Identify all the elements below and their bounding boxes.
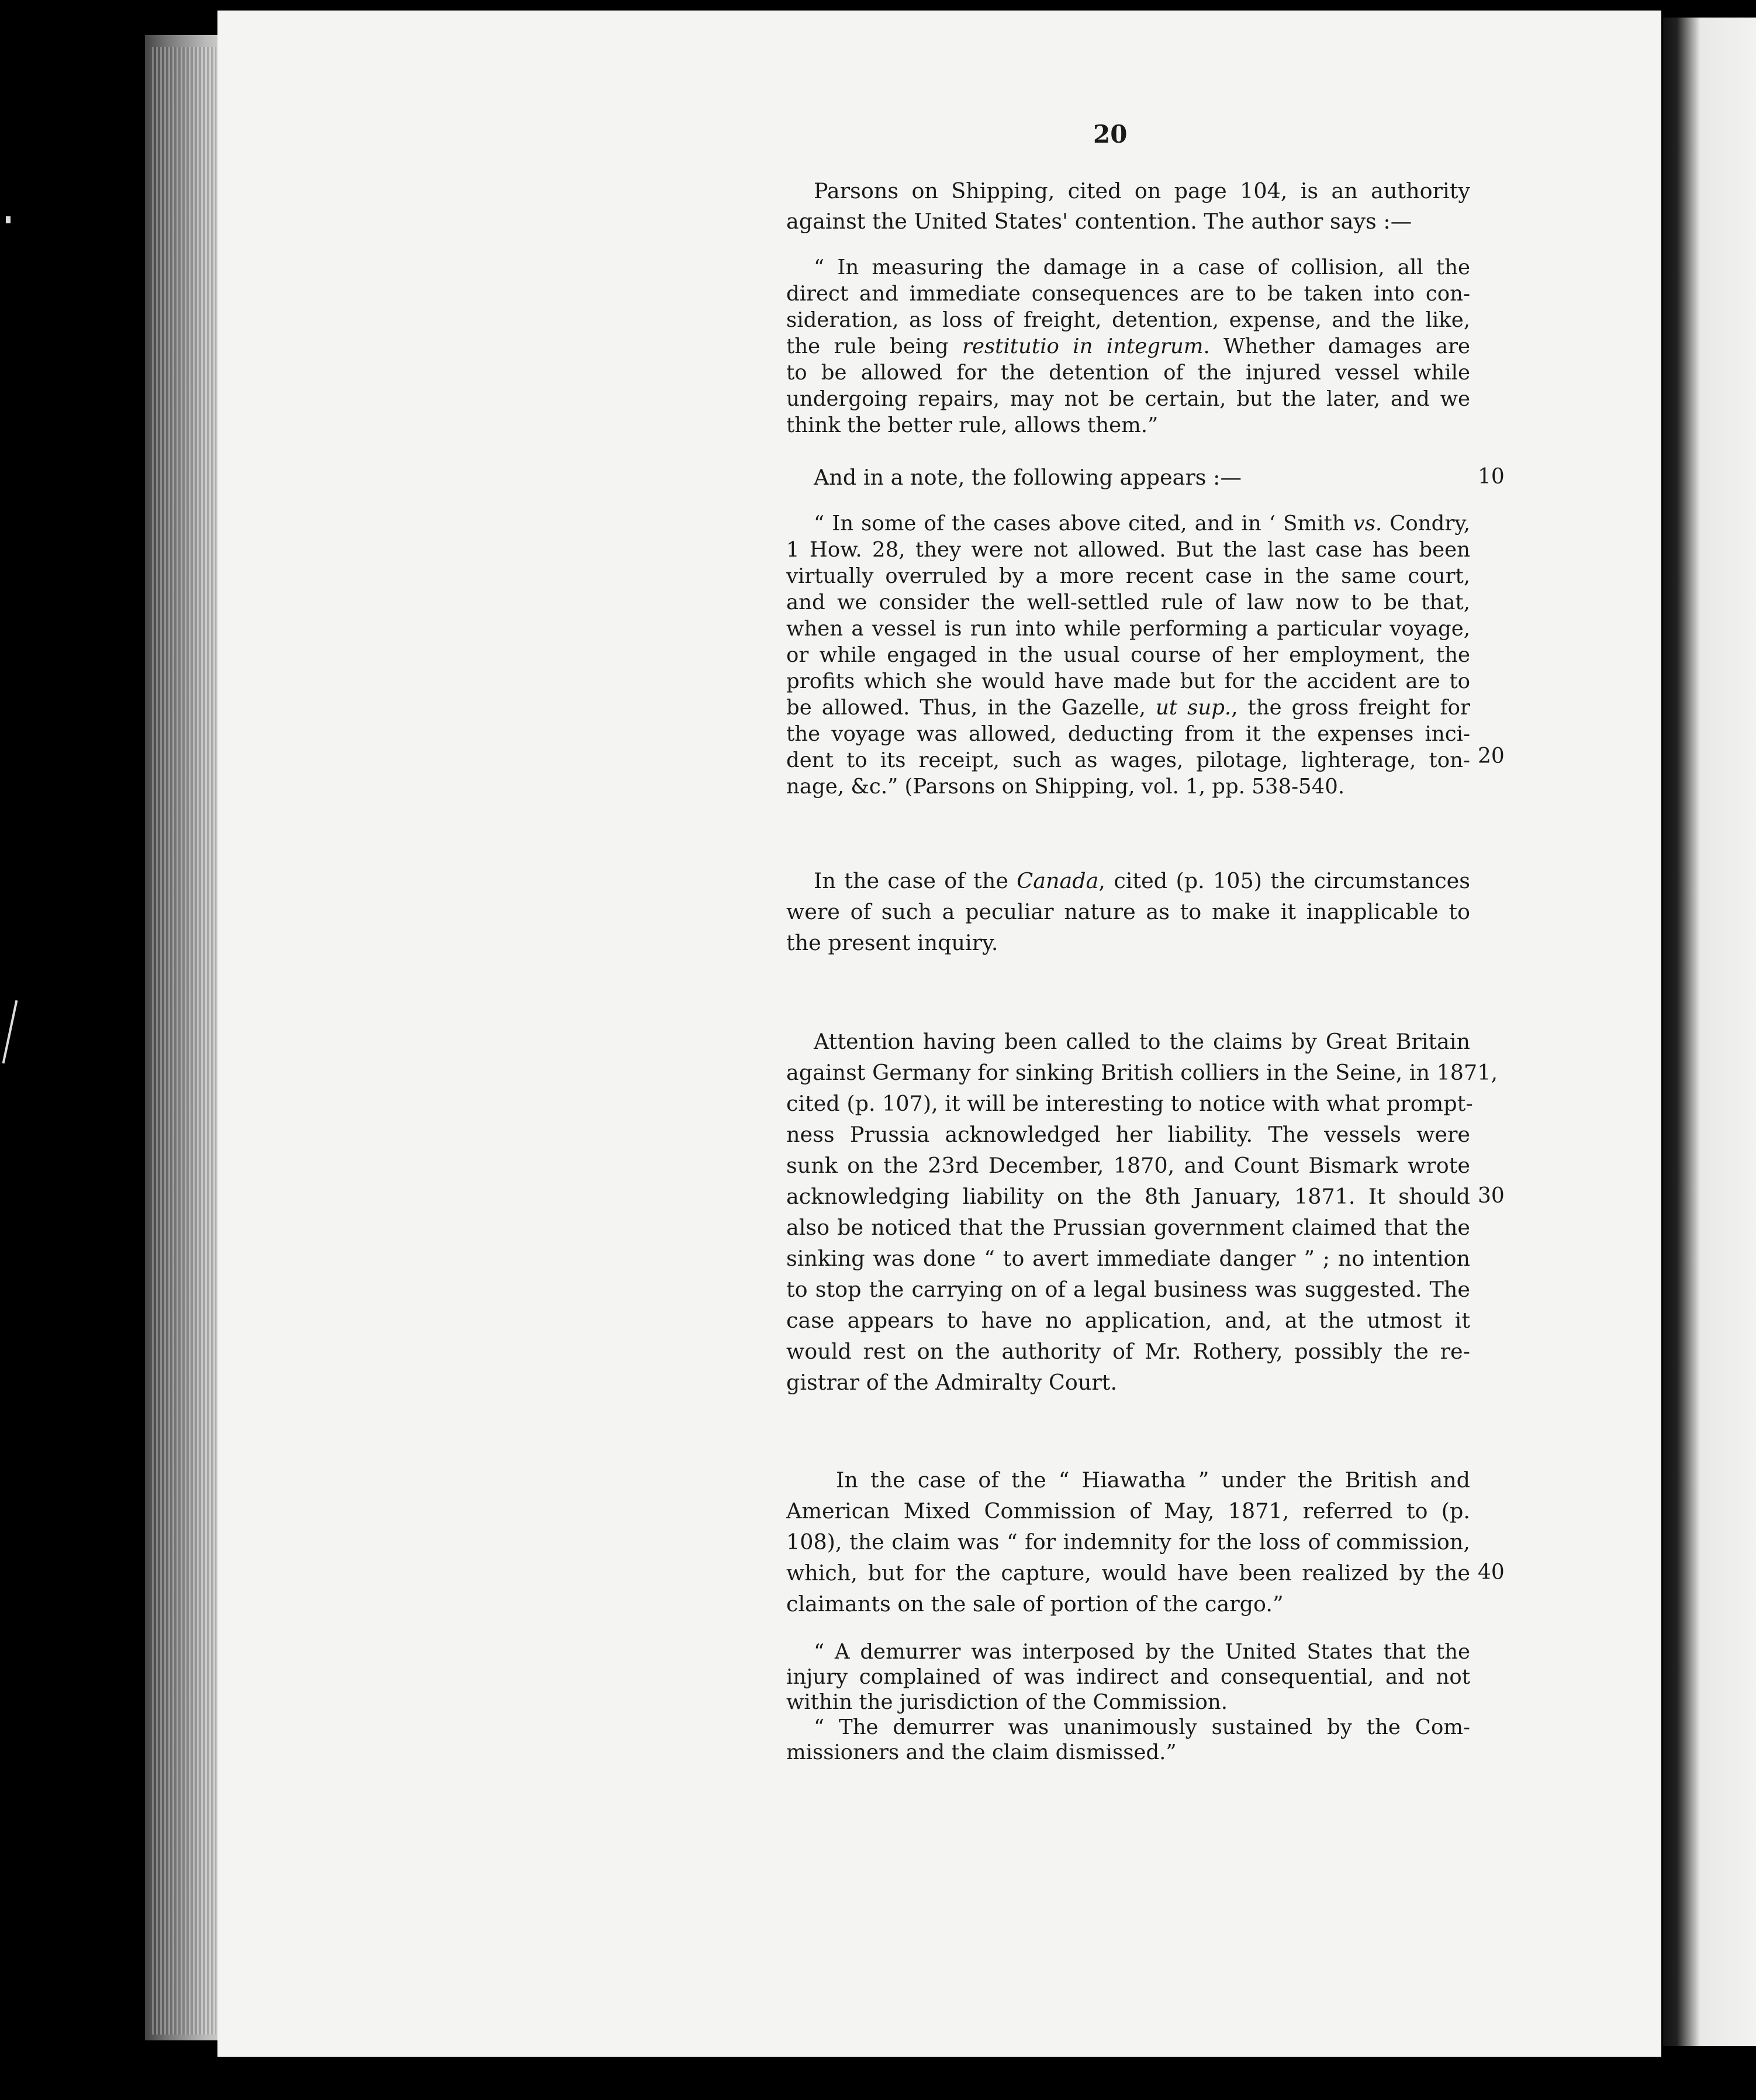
facing-page-edge xyxy=(1663,18,1756,2046)
text-line: acknowledging liability on the 8th January, 1871. It should xyxy=(786,1184,1470,1209)
text-line: the rule being restitutio in integrum. Whether damages are xyxy=(786,334,1471,358)
text-line: to stop the carrying on of a legal business was suggested. The xyxy=(786,1277,1470,1302)
page-edges xyxy=(152,47,216,2035)
text-line: against the United States' contention. The author says :— xyxy=(786,209,1412,234)
text-line: to be allowed for the detention of the injured vessel while xyxy=(786,361,1470,385)
text-line: when a vessel is run into while performing a particular voyage, xyxy=(786,617,1470,641)
text-line: American Mixed Commission of May, 1871, referred to (p. xyxy=(786,1498,1470,1524)
text-line: In the case of the “ Hiawatha ” under the British and xyxy=(836,1467,1470,1493)
line-number-margin: 10 xyxy=(1478,465,1505,489)
line-number-margin: 40 xyxy=(1478,1560,1505,1584)
scan-speck xyxy=(6,216,11,223)
text-line: cited (p. 107), it will be interesting to notice with what prompt- xyxy=(786,1091,1473,1116)
scan-scratch xyxy=(2,1000,18,1063)
text-line: “ In some of the cases above cited, and in ‘ Smith vs. Condry, xyxy=(814,512,1470,536)
text-line: 1 How. 28, they were not allowed. But the last case has been xyxy=(786,538,1470,562)
text-line: And in a note, the following appears :— xyxy=(814,465,1242,490)
text-line: missioners and the claim dismissed.” xyxy=(786,1740,1177,1764)
text-line: the present inquiry. xyxy=(786,930,998,955)
line-number-margin: 20 xyxy=(1478,744,1505,768)
text-line: In the case of the Canada, cited (p. 105) the circumstances xyxy=(814,868,1470,893)
text-line: sideration, as loss of freight, detention, expense, and the like, xyxy=(786,308,1470,332)
text-line: “ The demurrer was unanimously sustained by the Com- xyxy=(814,1715,1470,1739)
text-line: against Germany for sinking British colliers in the Seine, in 1871, xyxy=(786,1060,1498,1085)
text-line: sinking was done “ to avert immediate danger ” ; no intention xyxy=(786,1246,1470,1271)
text-line: injury complained of was indirect and consequential, and not xyxy=(786,1665,1470,1689)
text-line: direct and immediate consequences are to be taken into con- xyxy=(786,282,1470,306)
text-line: ness Prussia acknowledged her liability. The vessels were xyxy=(786,1122,1470,1147)
text-line: “ A demurrer was interposed by the United States that the xyxy=(814,1640,1470,1664)
text-line: gistrar of the Admiralty Court. xyxy=(786,1370,1118,1395)
text-line: the voyage was allowed, deducting from it the expenses inci- xyxy=(786,722,1470,746)
text-line: sunk on the 23rd December, 1870, and Count Bismark wrote xyxy=(786,1153,1470,1178)
text-line: virtually overruled by a more recent case in the same court, xyxy=(786,564,1470,588)
text-line: were of such a peculiar nature as to make it inapplicable to xyxy=(786,899,1470,924)
text-line: “ In measuring the damage in a case of collision, all the xyxy=(814,255,1470,279)
text-line: or while engaged in the usual course of her employment, the xyxy=(786,643,1470,667)
text-line: Attention having been called to the claims by Great Britain xyxy=(814,1029,1470,1054)
text-line: within the jurisdiction of the Commission. xyxy=(786,1690,1228,1714)
text-line: would rest on the authority of Mr. Rothery, possibly the re- xyxy=(786,1339,1470,1364)
text-line: think the better rule, allows them.” xyxy=(786,413,1159,437)
text-line: case appears to have no application, and, at the utmost it xyxy=(786,1308,1470,1333)
text-line: which, but for the capture, would have been realized by the xyxy=(786,1560,1470,1586)
text-line: also be noticed that the Prussian government claimed that the xyxy=(786,1215,1470,1240)
text-line: profits which she would have made but for the accident are to xyxy=(786,669,1470,693)
page-number: 20 xyxy=(1093,120,1128,148)
text-line: be allowed. Thus, in the Gazelle, ut sup., the gross freight for xyxy=(786,696,1470,720)
text-line: nage, &c.” (Parsons on Shipping, vol. 1, pp. 538-540. xyxy=(786,775,1345,799)
text-line: undergoing repairs, may not be certain, but the later, and we xyxy=(786,387,1470,411)
text-line: and we consider the well-settled rule of law now to be that, xyxy=(786,590,1470,614)
line-number-margin: 30 xyxy=(1478,1184,1505,1208)
text-line: dent to its receipt, such as wages, pilotage, lighterage, ton- xyxy=(786,748,1470,772)
text-line: claimants on the sale of portion of the cargo.” xyxy=(786,1591,1284,1617)
text-line: 108), the claim was “ for indemnity for the loss of commission, xyxy=(786,1529,1470,1555)
text-line: Parsons on Shipping, cited on page 104, is an authority xyxy=(814,178,1470,203)
